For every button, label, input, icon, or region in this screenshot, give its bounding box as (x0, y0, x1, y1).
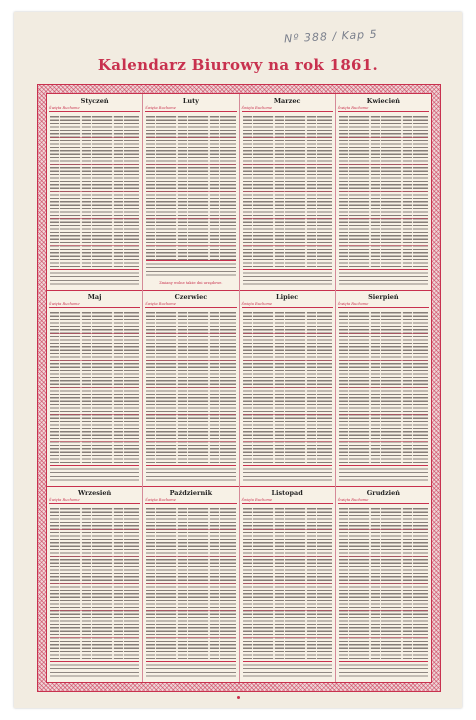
month-name: Lipiec (276, 293, 299, 301)
month-name: Styczeń (80, 97, 109, 105)
moon-phases (339, 269, 428, 287)
month-name: Październik (169, 489, 213, 497)
day-rows (243, 506, 332, 660)
moon-phases (339, 465, 428, 483)
calendar-title: Kalendarz Biurowy na rok 1861. (97, 56, 379, 74)
moon-phases (146, 260, 235, 278)
column-header-label: Święta Ruchome (241, 302, 273, 306)
column-header-label: Święta Ruchome (241, 106, 273, 110)
day-rows (50, 114, 139, 268)
day-rows (50, 506, 139, 660)
moon-phases (146, 661, 235, 679)
month-october (143, 486, 239, 682)
calendar-grid (46, 93, 432, 683)
column-header-label: Święta Ruchome (337, 302, 369, 306)
day-rows (339, 310, 428, 464)
month-april (336, 94, 431, 290)
column-header (145, 497, 236, 504)
moon-phases (50, 269, 139, 287)
month-name: Kwiecień (366, 97, 400, 105)
month-name: Marzec (273, 97, 301, 105)
moon-phases (243, 465, 332, 483)
month-september (47, 486, 143, 682)
column-header-label: Święta Ruchome (337, 106, 369, 110)
column-header-label: Święta Ruchome (337, 498, 369, 502)
handwritten-archive-note: Nº 388 / Kap 5 (283, 27, 378, 46)
day-rows (50, 310, 139, 464)
month-name: Sierpień (368, 293, 399, 301)
month-june (143, 290, 239, 486)
day-rows (146, 310, 235, 464)
month-july (240, 290, 336, 486)
column-header-label: Święta Ruchome (145, 498, 176, 502)
february-note: Zmiany wolne także dni urzędowe. (149, 281, 232, 285)
moon-phases (146, 465, 235, 483)
column-header (49, 105, 140, 112)
column-header (338, 105, 429, 112)
quarter-row-2 (47, 290, 431, 487)
day-rows (339, 506, 428, 660)
moon-phases (50, 465, 139, 483)
column-header (338, 301, 429, 308)
month-february (143, 94, 239, 290)
month-name: Listopad (271, 489, 303, 497)
column-header (49, 301, 140, 308)
column-header-label: Święta Ruchome (49, 302, 80, 306)
moon-phases (339, 661, 428, 679)
column-header (338, 497, 429, 504)
column-header-label: Święta Ruchome (49, 498, 80, 502)
month-name: Czerwiec (174, 293, 208, 301)
column-header (242, 105, 333, 112)
quarter-row-3 (47, 486, 431, 682)
month-december (336, 486, 431, 682)
month-name: Wrzesień (78, 489, 112, 497)
quarter-row-1 (47, 94, 431, 291)
month-name: Luty (182, 97, 199, 105)
column-header-label: Święta Ruchome (241, 498, 273, 502)
month-november (240, 486, 336, 682)
moon-phases (243, 269, 332, 287)
month-name: Grudzień (366, 489, 401, 497)
column-header (242, 497, 333, 504)
ornament-dot (237, 696, 240, 699)
column-header-label: Święta Ruchome (49, 106, 80, 110)
column-header (145, 301, 236, 308)
day-rows (339, 114, 428, 268)
calendar-sheet (14, 12, 462, 708)
month-march (240, 94, 336, 290)
column-header (49, 497, 140, 504)
month-name: Maj (87, 293, 102, 301)
month-august (336, 290, 431, 486)
ornamental-frame (37, 84, 441, 692)
column-header (145, 105, 236, 112)
day-rows (146, 114, 235, 260)
column-header-label: Święta Ruchome (145, 302, 176, 306)
day-rows (146, 506, 235, 660)
day-rows (243, 310, 332, 464)
moon-phases (243, 661, 332, 679)
column-header-label: Święta Ruchome (145, 106, 176, 110)
day-rows (243, 114, 332, 268)
column-header (242, 301, 333, 308)
month-january (47, 94, 143, 290)
month-may (47, 290, 143, 486)
moon-phases (50, 661, 139, 679)
